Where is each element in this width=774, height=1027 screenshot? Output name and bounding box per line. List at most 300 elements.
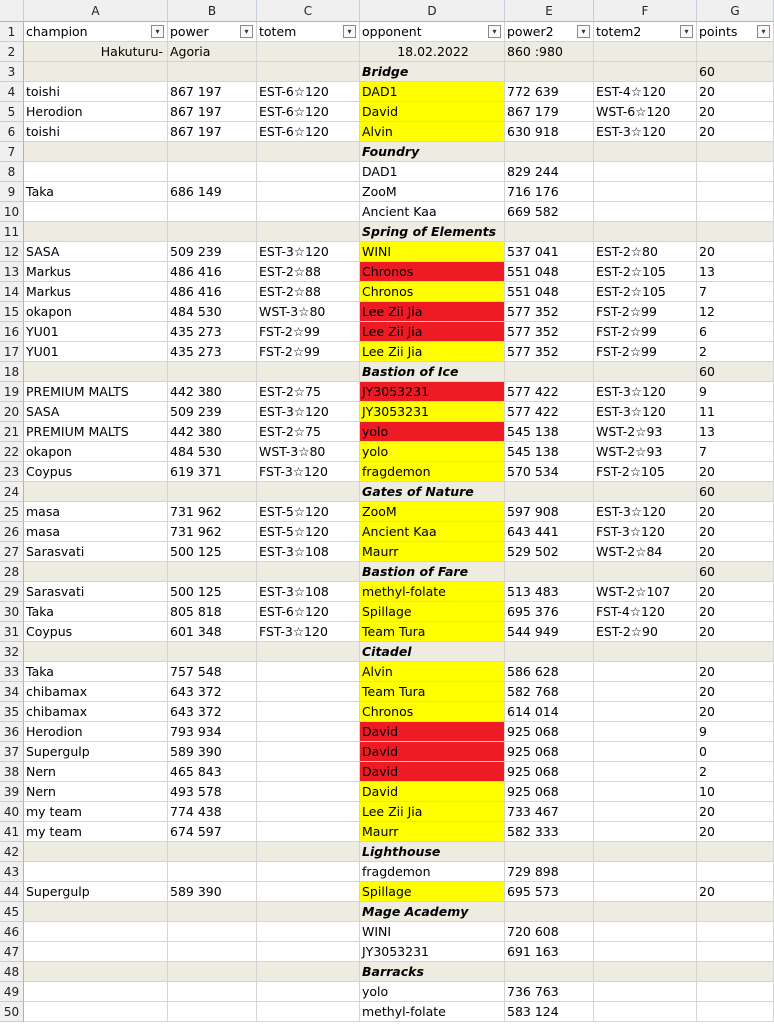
cell[interactable] — [257, 142, 360, 162]
cell[interactable] — [257, 962, 360, 982]
cell-champion[interactable]: Supergulp — [24, 882, 168, 902]
cell-power2[interactable]: 597 908 — [505, 502, 594, 522]
cell-totem[interactable] — [257, 682, 360, 702]
cell-champion[interactable]: Taka — [24, 602, 168, 622]
cell-totem2[interactable] — [594, 682, 697, 702]
cell-totem[interactable] — [257, 722, 360, 742]
cell-champion[interactable] — [24, 202, 168, 222]
cell-power[interactable]: 619 371 — [168, 462, 257, 482]
cell-opponent[interactable]: Ancient Kaa — [360, 522, 505, 542]
cell-points[interactable]: 20 — [697, 602, 774, 622]
cell-opponent[interactable]: Spillage — [360, 882, 505, 902]
header-cell-points[interactable] — [697, 22, 774, 42]
cell-power2[interactable]: 614 014 — [505, 702, 594, 722]
cell-champion[interactable]: toishi — [24, 82, 168, 102]
cell[interactable] — [257, 62, 360, 82]
cell-power[interactable]: 589 390 — [168, 742, 257, 762]
cell-power2[interactable]: 695 573 — [505, 882, 594, 902]
row-header-10[interactable]: 10 — [0, 202, 24, 222]
cell-power[interactable]: 435 273 — [168, 322, 257, 342]
cell-power[interactable] — [168, 922, 257, 942]
cell[interactable] — [594, 222, 697, 242]
cell-power[interactable]: 465 843 — [168, 762, 257, 782]
cell-points[interactable]: 20 — [697, 662, 774, 682]
cell[interactable] — [257, 222, 360, 242]
cell-totem2[interactable]: FST-2☆105 — [594, 462, 697, 482]
column-header-e[interactable]: E — [505, 0, 594, 22]
cell-opponent[interactable]: Maurr — [360, 542, 505, 562]
cell[interactable] — [24, 642, 168, 662]
cell-champion[interactable] — [24, 1002, 168, 1022]
cell-totem[interactable]: EST-2☆75 — [257, 382, 360, 402]
column-header-f[interactable]: F — [594, 0, 697, 22]
cell-totem[interactable]: EST-3☆108 — [257, 582, 360, 602]
cell-champion[interactable]: YU01 — [24, 322, 168, 342]
cell-opponent[interactable]: fragdemon — [360, 862, 505, 882]
row-header-2[interactable]: 2 — [0, 42, 24, 62]
cell-opponent[interactable]: ZooM — [360, 502, 505, 522]
cell-totem2[interactable] — [594, 762, 697, 782]
cell-opponent[interactable]: Maurr — [360, 822, 505, 842]
cell-power2[interactable]: 695 376 — [505, 602, 594, 622]
cell-points[interactable]: 12 — [697, 302, 774, 322]
row-header-46[interactable]: 46 — [0, 922, 24, 942]
cell[interactable] — [24, 222, 168, 242]
cell[interactable] — [24, 142, 168, 162]
row-header-47[interactable]: 47 — [0, 942, 24, 962]
cell-totem2[interactable]: EST-3☆120 — [594, 382, 697, 402]
cell[interactable] — [505, 482, 594, 502]
cell-champion[interactable]: okapon — [24, 302, 168, 322]
header-cell-totem2[interactable] — [594, 22, 697, 42]
section-title[interactable]: Bastion of Ice — [360, 362, 505, 382]
cell-power2[interactable]: 537 041 — [505, 242, 594, 262]
cell-totem[interactable]: EST-3☆108 — [257, 542, 360, 562]
cell-power2[interactable]: 577 422 — [505, 382, 594, 402]
section-points[interactable] — [697, 962, 774, 982]
cell-totem2[interactable] — [594, 182, 697, 202]
cell[interactable] — [168, 62, 257, 82]
cell-power2[interactable]: 925 068 — [505, 782, 594, 802]
cell-totem2[interactable] — [594, 162, 697, 182]
column-header-c[interactable]: C — [257, 0, 360, 22]
cell[interactable] — [257, 902, 360, 922]
cell-points[interactable] — [697, 982, 774, 1002]
cell[interactable] — [505, 62, 594, 82]
section-points[interactable]: 60 — [697, 62, 774, 82]
cell-totem[interactable] — [257, 742, 360, 762]
section-title[interactable]: Citadel — [360, 642, 505, 662]
cell-champion[interactable]: Herodion — [24, 102, 168, 122]
cell-power2[interactable]: 582 768 — [505, 682, 594, 702]
row-header-6[interactable]: 6 — [0, 122, 24, 142]
header-cell-power2[interactable] — [505, 22, 594, 42]
cell[interactable] — [168, 562, 257, 582]
cell-totem[interactable]: WST-3☆80 — [257, 302, 360, 322]
cell-points[interactable]: 9 — [697, 722, 774, 742]
cell-power[interactable]: 486 416 — [168, 262, 257, 282]
cell-power[interactable]: 867 197 — [168, 122, 257, 142]
cell-power2[interactable]: 544 949 — [505, 622, 594, 642]
row-header-15[interactable]: 15 — [0, 302, 24, 322]
cell-points[interactable] — [697, 42, 774, 62]
cell-points[interactable]: 20 — [697, 682, 774, 702]
cell-opponent[interactable]: Alvin — [360, 662, 505, 682]
cell-totem2[interactable] — [594, 202, 697, 222]
cell-points[interactable]: 20 — [697, 102, 774, 122]
cell-power2[interactable]: 529 502 — [505, 542, 594, 562]
cell-totem2[interactable]: WST-2☆93 — [594, 422, 697, 442]
cell-totem[interactable]: EST-6☆120 — [257, 102, 360, 122]
row-header-42[interactable]: 42 — [0, 842, 24, 862]
row-header-26[interactable]: 26 — [0, 522, 24, 542]
row-header-38[interactable]: 38 — [0, 762, 24, 782]
cell-power2[interactable]: 729 898 — [505, 862, 594, 882]
cell-power[interactable]: Agoria — [168, 42, 257, 62]
cell-opponent[interactable]: WINI — [360, 242, 505, 262]
filter-dropdown-icon[interactable]: ▾ — [240, 25, 253, 38]
cell[interactable] — [24, 842, 168, 862]
cell-power2[interactable]: 577 352 — [505, 322, 594, 342]
cell-power2[interactable]: 867 179 — [505, 102, 594, 122]
section-title[interactable]: Bridge — [360, 62, 505, 82]
cell[interactable] — [594, 562, 697, 582]
section-points[interactable] — [697, 142, 774, 162]
cell-points[interactable]: 13 — [697, 422, 774, 442]
cell-totem2[interactable]: FST-2☆99 — [594, 322, 697, 342]
cell-totem2[interactable] — [594, 982, 697, 1002]
section-points[interactable] — [697, 842, 774, 862]
cell-totem2[interactable] — [594, 862, 697, 882]
cell-power[interactable] — [168, 862, 257, 882]
cell-totem2[interactable]: EST-2☆105 — [594, 282, 697, 302]
select-all-corner[interactable] — [0, 0, 24, 22]
cell-power2[interactable]: 577 352 — [505, 302, 594, 322]
cell-power2[interactable]: 630 918 — [505, 122, 594, 142]
cell-totem2[interactable]: FST-4☆120 — [594, 602, 697, 622]
cell-power2[interactable]: 545 138 — [505, 422, 594, 442]
cell-power[interactable]: 643 372 — [168, 682, 257, 702]
cell-totem[interactable]: FST-2☆99 — [257, 322, 360, 342]
cell-opponent[interactable]: fragdemon — [360, 462, 505, 482]
cell-champion[interactable]: Sarasvati — [24, 582, 168, 602]
row-header-14[interactable]: 14 — [0, 282, 24, 302]
cell-totem[interactable] — [257, 202, 360, 222]
cell-totem2[interactable]: EST-3☆120 — [594, 402, 697, 422]
cell[interactable] — [505, 962, 594, 982]
cell[interactable] — [24, 902, 168, 922]
cell-points[interactable]: 20 — [697, 462, 774, 482]
cell-opponent[interactable]: Lee Zii Jia — [360, 342, 505, 362]
cell-totem[interactable] — [257, 162, 360, 182]
row-header-25[interactable]: 25 — [0, 502, 24, 522]
cell-power[interactable] — [168, 162, 257, 182]
cell-power[interactable] — [168, 202, 257, 222]
filter-dropdown-icon[interactable]: ▾ — [488, 25, 501, 38]
cell-champion[interactable]: Herodion — [24, 722, 168, 742]
cell[interactable] — [594, 962, 697, 982]
column-header-b[interactable]: B — [168, 0, 257, 22]
header-cell-champion[interactable] — [24, 22, 168, 42]
cell-totem[interactable]: WST-3☆80 — [257, 442, 360, 462]
row-header-16[interactable]: 16 — [0, 322, 24, 342]
cell[interactable] — [505, 902, 594, 922]
cell-totem2[interactable]: EST-4☆120 — [594, 82, 697, 102]
cell-points[interactable]: 20 — [697, 502, 774, 522]
section-title[interactable]: Spring of Elements — [360, 222, 505, 242]
cell-opponent[interactable]: David — [360, 762, 505, 782]
cell-champion[interactable]: chibamax — [24, 702, 168, 722]
row-header-31[interactable]: 31 — [0, 622, 24, 642]
cell-totem[interactable] — [257, 782, 360, 802]
cell-power[interactable]: 486 416 — [168, 282, 257, 302]
cell-totem2[interactable]: WST-2☆93 — [594, 442, 697, 462]
cell-power[interactable]: 643 372 — [168, 702, 257, 722]
row-header-4[interactable]: 4 — [0, 82, 24, 102]
cell-champion[interactable] — [24, 862, 168, 882]
cell-opponent[interactable]: WINI — [360, 922, 505, 942]
section-title[interactable]: Barracks — [360, 962, 505, 982]
cell-champion[interactable]: Coypus — [24, 462, 168, 482]
cell-opponent[interactable]: methyl-folate — [360, 1002, 505, 1022]
cell-champion[interactable]: PREMIUM MALTS — [24, 382, 168, 402]
cell-champion[interactable]: SASA — [24, 242, 168, 262]
cell[interactable] — [257, 842, 360, 862]
cell-points[interactable] — [697, 942, 774, 962]
cell-points[interactable]: 20 — [697, 822, 774, 842]
row-header-12[interactable]: 12 — [0, 242, 24, 262]
cell-power2[interactable]: 925 068 — [505, 722, 594, 742]
row-header-23[interactable]: 23 — [0, 462, 24, 482]
cell[interactable] — [594, 482, 697, 502]
section-points[interactable] — [697, 642, 774, 662]
cell-totem[interactable]: EST-3☆120 — [257, 242, 360, 262]
cell-opponent[interactable]: Spillage — [360, 602, 505, 622]
row-header-21[interactable]: 21 — [0, 422, 24, 442]
cell-opponent[interactable]: JY3053231 — [360, 942, 505, 962]
section-title[interactable]: Foundry — [360, 142, 505, 162]
cell-opponent[interactable]: Chronos — [360, 282, 505, 302]
cell-opponent[interactable]: Lee Zii Jia — [360, 302, 505, 322]
cell-opponent[interactable]: David — [360, 782, 505, 802]
cell-champion[interactable]: Hakuturu- — [24, 42, 168, 62]
cell[interactable] — [168, 842, 257, 862]
cell-points[interactable]: 20 — [697, 522, 774, 542]
cell-champion[interactable] — [24, 162, 168, 182]
cell-opponent[interactable]: Lee Zii Jia — [360, 322, 505, 342]
filter-dropdown-icon[interactable]: ▾ — [680, 25, 693, 38]
row-header-41[interactable]: 41 — [0, 822, 24, 842]
cell-totem[interactable] — [257, 882, 360, 902]
cell[interactable] — [168, 962, 257, 982]
cell[interactable] — [168, 362, 257, 382]
cell[interactable] — [257, 642, 360, 662]
cell[interactable] — [168, 222, 257, 242]
row-header-35[interactable]: 35 — [0, 702, 24, 722]
cell[interactable] — [24, 62, 168, 82]
cell[interactable] — [168, 902, 257, 922]
cell[interactable] — [594, 362, 697, 382]
row-header-7[interactable]: 7 — [0, 142, 24, 162]
cell[interactable] — [257, 362, 360, 382]
row-header-40[interactable]: 40 — [0, 802, 24, 822]
cell-points[interactable] — [697, 922, 774, 942]
cell-totem[interactable]: EST-5☆120 — [257, 502, 360, 522]
cell-champion[interactable]: toishi — [24, 122, 168, 142]
header-cell-power[interactable] — [168, 22, 257, 42]
cell-opponent[interactable]: Team Tura — [360, 682, 505, 702]
cell[interactable] — [594, 642, 697, 662]
cell-power2[interactable]: 513 483 — [505, 582, 594, 602]
cell[interactable] — [594, 142, 697, 162]
cell[interactable] — [168, 482, 257, 502]
cell-power2[interactable]: 577 352 — [505, 342, 594, 362]
cell-champion[interactable]: SASA — [24, 402, 168, 422]
cell-opponent[interactable]: ZooM — [360, 182, 505, 202]
cell-totem2[interactable] — [594, 742, 697, 762]
cell-power2[interactable]: 691 163 — [505, 942, 594, 962]
cell-points[interactable] — [697, 182, 774, 202]
header-cell-totem[interactable] — [257, 22, 360, 42]
cell-power[interactable]: 601 348 — [168, 622, 257, 642]
filter-dropdown-icon[interactable]: ▾ — [343, 25, 356, 38]
cell-totem2[interactable] — [594, 702, 697, 722]
cell-totem[interactable]: EST-3☆120 — [257, 402, 360, 422]
cell-totem[interactable]: EST-2☆75 — [257, 422, 360, 442]
cell-opponent[interactable]: Chronos — [360, 702, 505, 722]
section-points[interactable]: 60 — [697, 562, 774, 582]
cell-totem[interactable]: FST-2☆99 — [257, 342, 360, 362]
cell-points[interactable] — [697, 862, 774, 882]
cell-totem2[interactable] — [594, 882, 697, 902]
cell[interactable] — [505, 642, 594, 662]
cell-champion[interactable]: Markus — [24, 262, 168, 282]
cell-power[interactable]: 589 390 — [168, 882, 257, 902]
cell[interactable] — [594, 842, 697, 862]
row-header-9[interactable]: 9 — [0, 182, 24, 202]
cell[interactable] — [505, 842, 594, 862]
row-header-29[interactable]: 29 — [0, 582, 24, 602]
cell[interactable] — [257, 482, 360, 502]
row-header-19[interactable]: 19 — [0, 382, 24, 402]
cell-power[interactable]: 757 548 — [168, 662, 257, 682]
cell-opponent[interactable]: Team Tura — [360, 622, 505, 642]
cell-power2[interactable]: 582 333 — [505, 822, 594, 842]
cell-opponent[interactable]: Ancient Kaa — [360, 202, 505, 222]
cell-points[interactable]: 2 — [697, 342, 774, 362]
cell-power[interactable] — [168, 942, 257, 962]
cell-power[interactable]: 484 530 — [168, 442, 257, 462]
row-header-28[interactable]: 28 — [0, 562, 24, 582]
cell-opponent[interactable]: DAD1 — [360, 162, 505, 182]
cell[interactable] — [257, 562, 360, 582]
cell-points[interactable]: 20 — [697, 622, 774, 642]
cell-power[interactable]: 509 239 — [168, 242, 257, 262]
cell-totem[interactable] — [257, 942, 360, 962]
cell-power[interactable]: 686 149 — [168, 182, 257, 202]
cell-points[interactable]: 2 — [697, 762, 774, 782]
cell-totem2[interactable]: EST-2☆80 — [594, 242, 697, 262]
cell-points[interactable]: 6 — [697, 322, 774, 342]
cell-champion[interactable]: Supergulp — [24, 742, 168, 762]
cell-totem[interactable]: FST-3☆120 — [257, 462, 360, 482]
row-header-34[interactable]: 34 — [0, 682, 24, 702]
cell[interactable] — [505, 222, 594, 242]
cell-power2[interactable]: 586 628 — [505, 662, 594, 682]
cell-champion[interactable]: chibamax — [24, 682, 168, 702]
cell-totem[interactable]: EST-5☆120 — [257, 522, 360, 542]
filter-dropdown-icon[interactable]: ▾ — [577, 25, 590, 38]
cell-power[interactable]: 731 962 — [168, 522, 257, 542]
row-header-13[interactable]: 13 — [0, 262, 24, 282]
cell-points[interactable] — [697, 202, 774, 222]
section-title[interactable]: Mage Academy — [360, 902, 505, 922]
cell-points[interactable]: 20 — [697, 122, 774, 142]
cell-totem2[interactable] — [594, 722, 697, 742]
filter-dropdown-icon[interactable]: ▾ — [151, 25, 164, 38]
cell-opponent[interactable]: Alvin — [360, 122, 505, 142]
row-header-44[interactable]: 44 — [0, 882, 24, 902]
cell-points[interactable]: 7 — [697, 282, 774, 302]
row-header-36[interactable]: 36 — [0, 722, 24, 742]
cell-opponent[interactable]: DAD1 — [360, 82, 505, 102]
cell-totem2[interactable]: FST-2☆99 — [594, 342, 697, 362]
cell-totem[interactable] — [257, 662, 360, 682]
cell-points[interactable]: 20 — [697, 582, 774, 602]
cell-totem2[interactable] — [594, 1002, 697, 1022]
cell-champion[interactable]: masa — [24, 522, 168, 542]
row-header-48[interactable]: 48 — [0, 962, 24, 982]
row-header-5[interactable]: 5 — [0, 102, 24, 122]
cell-totem[interactable] — [257, 702, 360, 722]
cell-totem2[interactable]: FST-3☆120 — [594, 522, 697, 542]
column-header-a[interactable]: A — [24, 0, 168, 22]
row-header-37[interactable]: 37 — [0, 742, 24, 762]
cell-power2[interactable]: 829 244 — [505, 162, 594, 182]
section-title[interactable]: Lighthouse — [360, 842, 505, 862]
row-header-50[interactable]: 50 — [0, 1002, 24, 1022]
column-header-d[interactable]: D — [360, 0, 505, 22]
cell-points[interactable]: 20 — [697, 542, 774, 562]
cell-champion[interactable]: Coypus — [24, 622, 168, 642]
cell-totem[interactable] — [257, 1002, 360, 1022]
cell-points[interactable]: 20 — [697, 242, 774, 262]
cell-totem2[interactable]: FST-2☆99 — [594, 302, 697, 322]
cell-points[interactable] — [697, 1002, 774, 1022]
cell-champion[interactable]: Nern — [24, 782, 168, 802]
row-header-45[interactable]: 45 — [0, 902, 24, 922]
cell-champion[interactable] — [24, 922, 168, 942]
cell[interactable] — [24, 562, 168, 582]
cell-totem2[interactable]: WST-2☆84 — [594, 542, 697, 562]
column-header-g[interactable]: G — [697, 0, 774, 22]
cell-champion[interactable] — [24, 942, 168, 962]
cell-totem2[interactable]: EST-2☆90 — [594, 622, 697, 642]
row-header-11[interactable]: 11 — [0, 222, 24, 242]
cell-totem2[interactable] — [594, 782, 697, 802]
cell[interactable] — [505, 362, 594, 382]
cell[interactable] — [594, 902, 697, 922]
cell-power[interactable]: 731 962 — [168, 502, 257, 522]
cell-champion[interactable]: Sarasvati — [24, 542, 168, 562]
cell-power[interactable]: 793 934 — [168, 722, 257, 742]
cell[interactable] — [505, 142, 594, 162]
cell-opponent[interactable]: methyl-folate — [360, 582, 505, 602]
cell-totem2[interactable]: EST-2☆105 — [594, 262, 697, 282]
cell[interactable] — [24, 362, 168, 382]
cell-power[interactable]: 867 197 — [168, 82, 257, 102]
cell-champion[interactable]: okapon — [24, 442, 168, 462]
